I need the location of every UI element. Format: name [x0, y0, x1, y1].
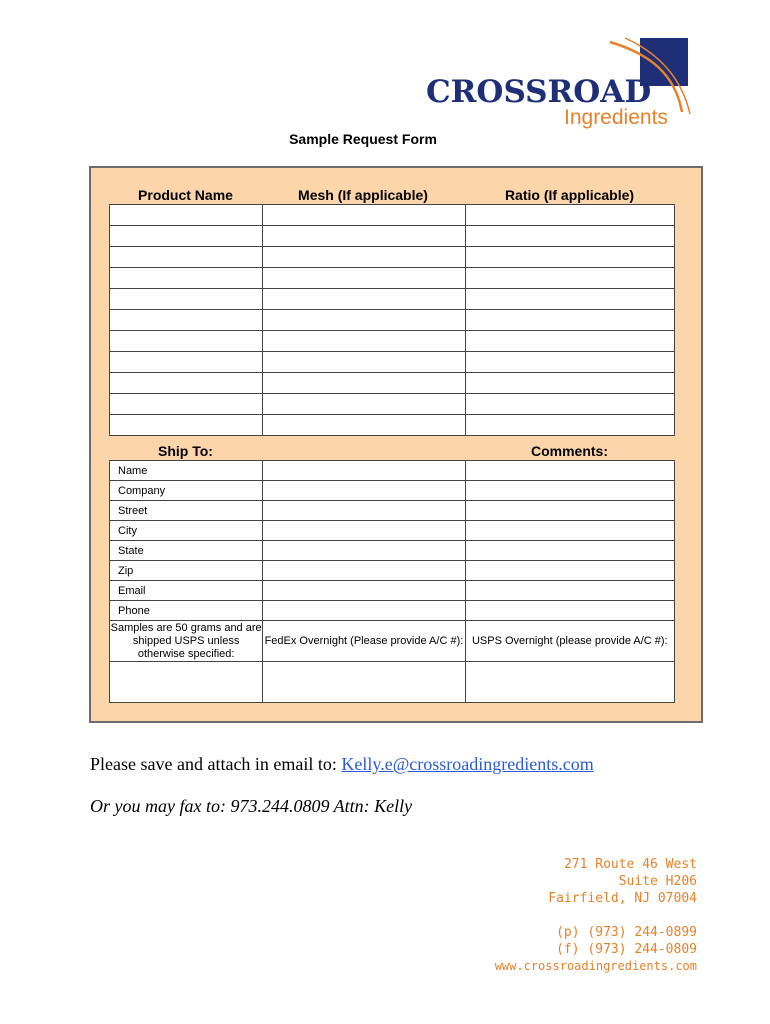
- product-row: [110, 415, 675, 436]
- ratio-cell[interactable]: [465, 352, 674, 373]
- product-row: [110, 268, 675, 289]
- mesh-cell[interactable]: [263, 373, 465, 394]
- ratio-cell[interactable]: [465, 415, 674, 436]
- ship-field-value[interactable]: [263, 601, 465, 621]
- mesh-cell[interactable]: [263, 289, 465, 310]
- ship-row: [110, 501, 675, 521]
- logo-wordmark: CROSSROAD: [426, 74, 652, 110]
- comment-cell[interactable]: [465, 561, 674, 581]
- ship-row: [110, 481, 675, 501]
- comment-cell[interactable]: [465, 601, 674, 621]
- logo-subtitle: Ingredients: [564, 106, 668, 129]
- company-logo: [420, 34, 700, 134]
- ship-field-label: City: [110, 521, 263, 541]
- comment-cell[interactable]: [465, 501, 674, 521]
- usps-option: USPS Overnight (please provide A/C #):: [465, 621, 674, 662]
- product-name-cell[interactable]: [110, 331, 263, 352]
- product-name-cell[interactable]: [110, 205, 263, 226]
- ship-field-value[interactable]: [263, 541, 465, 561]
- ship-field-value[interactable]: [263, 461, 465, 481]
- form-title: Sample Request Form: [289, 131, 437, 147]
- product-name-cell[interactable]: [110, 226, 263, 247]
- product-row: [110, 331, 675, 352]
- product-name-cell[interactable]: [110, 352, 263, 373]
- ratio-cell[interactable]: [465, 289, 674, 310]
- product-table: [109, 204, 675, 436]
- product-row: [110, 394, 675, 415]
- ship-field-label: Email: [110, 581, 263, 601]
- comment-cell[interactable]: [465, 461, 674, 481]
- website-link[interactable]: www.crossroadingredients.com: [494, 959, 697, 973]
- product-name-cell[interactable]: [110, 247, 263, 268]
- header-mesh: Mesh (If applicable): [298, 187, 428, 203]
- ship-row: [110, 581, 675, 601]
- form-panel: [89, 166, 703, 723]
- mesh-cell[interactable]: [263, 247, 465, 268]
- product-name-cell[interactable]: [110, 289, 263, 310]
- ratio-cell[interactable]: [465, 205, 674, 226]
- mesh-cell[interactable]: [263, 268, 465, 289]
- product-name-cell[interactable]: [110, 310, 263, 331]
- product-row: [110, 352, 675, 373]
- ratio-cell[interactable]: [465, 373, 674, 394]
- ship-field-label: Phone: [110, 601, 263, 621]
- comment-cell[interactable]: [465, 541, 674, 561]
- mesh-cell[interactable]: [263, 394, 465, 415]
- email-link[interactable]: Kelly.e@crossroadingredients.com: [341, 754, 594, 774]
- product-row: [110, 289, 675, 310]
- comment-cell[interactable]: [465, 481, 674, 501]
- product-row: [110, 205, 675, 226]
- comments-label: Comments:: [530, 443, 608, 459]
- account-entry-row: [110, 662, 675, 703]
- fedex-option: FedEx Overnight (Please provide A/C #):: [263, 621, 465, 662]
- comment-cell[interactable]: [465, 581, 674, 601]
- mesh-cell[interactable]: [263, 310, 465, 331]
- address-line-1: 271 Route 46 West: [563, 857, 697, 872]
- product-row: [110, 310, 675, 331]
- product-name-cell[interactable]: [110, 373, 263, 394]
- ship-row: [110, 601, 675, 621]
- ratio-cell[interactable]: [465, 331, 674, 352]
- ship-field-label: Company: [110, 481, 263, 501]
- ship-field-value[interactable]: [263, 561, 465, 581]
- ship-field-value[interactable]: [263, 521, 465, 541]
- address-line-2: Suite H206: [618, 874, 697, 889]
- ship-field-value[interactable]: [263, 481, 465, 501]
- header-product-name: Product Name: [138, 187, 233, 203]
- fax-instruction: Or you may fax to: 973.244.0809 Attn: Kelly: [90, 796, 413, 816]
- ratio-cell[interactable]: [465, 268, 674, 289]
- usps-account-cell[interactable]: [465, 662, 674, 703]
- shipping-note-row: [110, 621, 675, 662]
- ratio-cell[interactable]: [465, 247, 674, 268]
- shipping-note: Samples are 50 grams and are shipped USPS unless otherwise specified:: [110, 621, 262, 660]
- fedex-account-cell[interactable]: [263, 662, 465, 703]
- fax-number: (f) (973) 244-0809: [556, 942, 697, 957]
- ship-field-label: Name: [110, 461, 263, 481]
- phone-number: (p) (973) 244-0899: [556, 925, 697, 940]
- email-instruction: [90, 754, 594, 775]
- product-row: [110, 226, 675, 247]
- product-row: [110, 247, 675, 268]
- ship-row: [110, 521, 675, 541]
- ship-field-label: Street: [110, 501, 263, 521]
- mesh-cell[interactable]: [263, 226, 465, 247]
- email-prefix: Please save and attach in email to:: [90, 754, 342, 774]
- header-ratio: Ratio (If applicable): [504, 187, 635, 203]
- ratio-cell[interactable]: [465, 310, 674, 331]
- ship-field-label: Zip: [110, 561, 263, 581]
- ship-to-label: Ship To:: [158, 443, 213, 459]
- mesh-cell[interactable]: [263, 205, 465, 226]
- mesh-cell[interactable]: [263, 415, 465, 436]
- product-name-cell[interactable]: [110, 394, 263, 415]
- ship-field-label: State: [110, 541, 263, 561]
- mesh-cell[interactable]: [263, 331, 465, 352]
- ship-row: [110, 561, 675, 581]
- product-name-cell[interactable]: [110, 415, 263, 436]
- address-line-3: Fairfield, NJ 07004: [548, 891, 697, 906]
- ship-row: [110, 461, 675, 481]
- mesh-cell[interactable]: [263, 352, 465, 373]
- company-address: [495, 856, 697, 975]
- shipping-choice-cell[interactable]: [110, 662, 263, 703]
- ratio-cell[interactable]: [465, 226, 674, 247]
- comment-cell[interactable]: [465, 521, 674, 541]
- ratio-cell[interactable]: [465, 394, 674, 415]
- ship-field-value[interactable]: [263, 581, 465, 601]
- ship-field-value[interactable]: [263, 501, 465, 521]
- product-row: [110, 373, 675, 394]
- ship-row: [110, 541, 675, 561]
- product-name-cell[interactable]: [110, 268, 263, 289]
- shipping-table: [109, 460, 675, 703]
